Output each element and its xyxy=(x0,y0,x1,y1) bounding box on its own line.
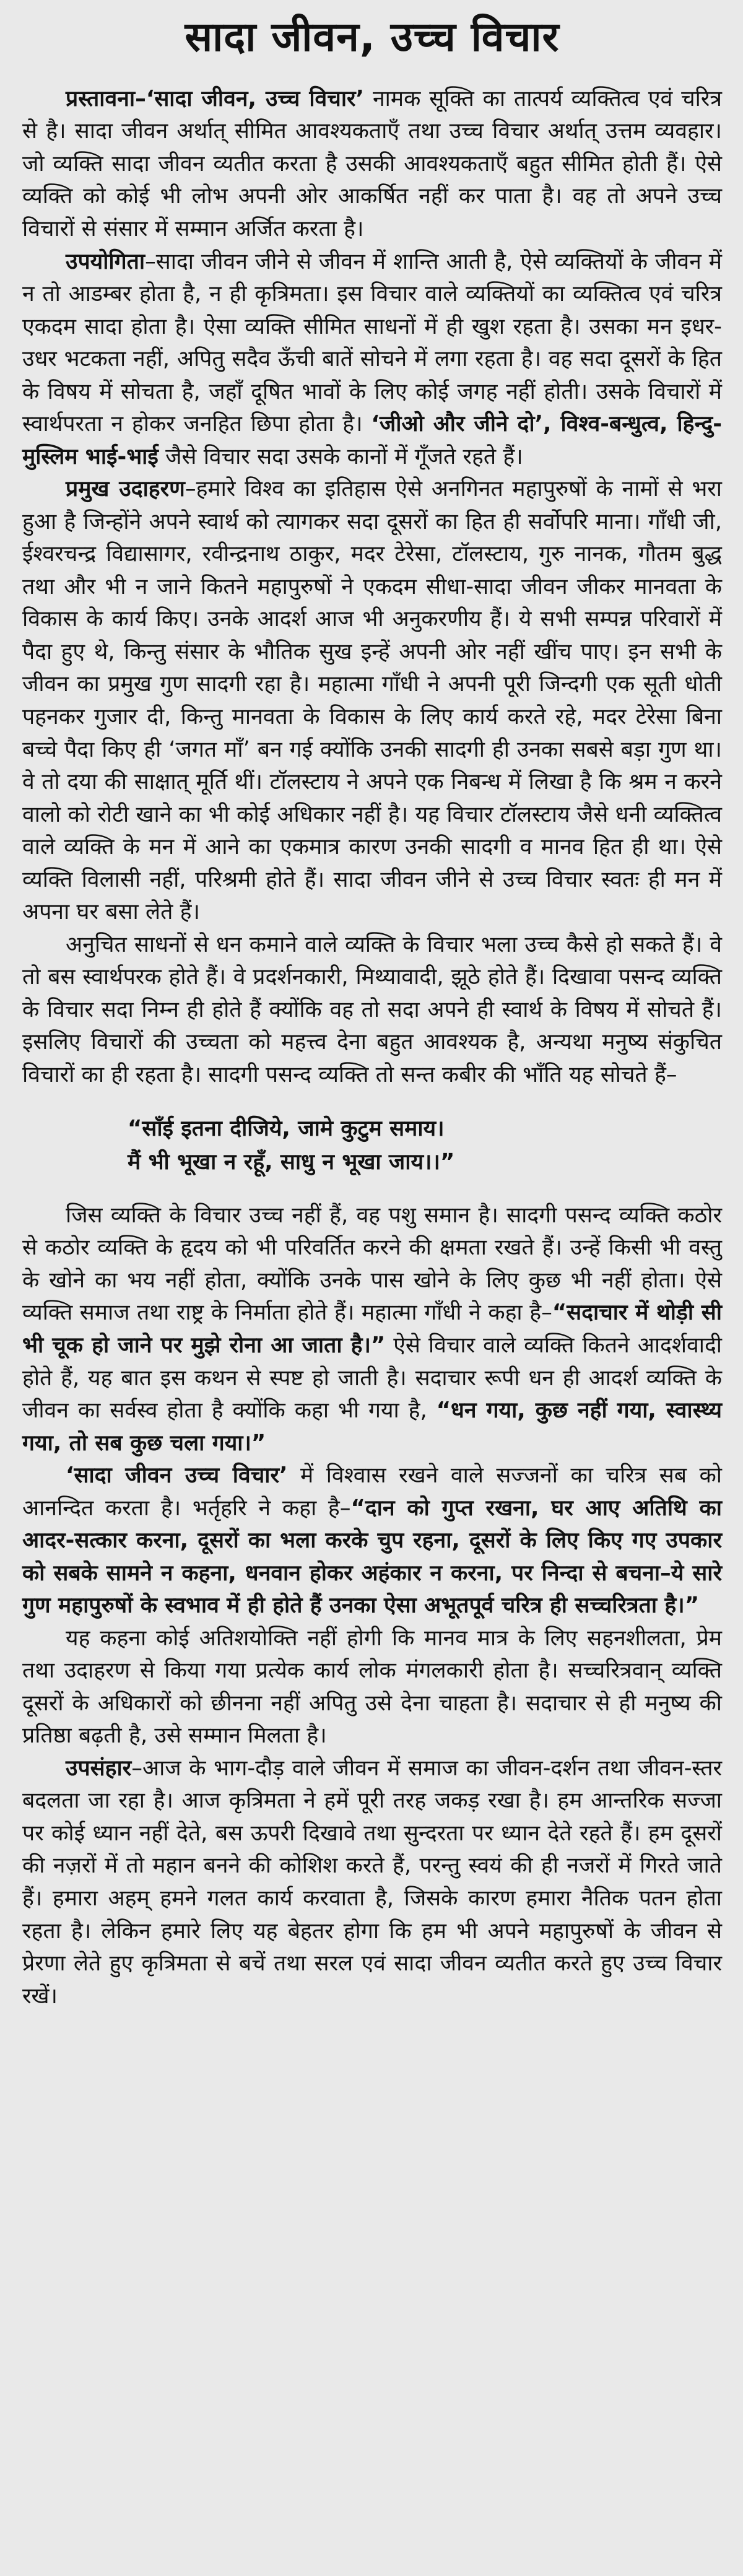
bhartrihari-quote: “दान को गुप्त रखना, घर आए अतिथि का आदर-सत्कार करना, दूसरों का भला करके चुप रहना, दूसरों के लिए किए गए उपकार को सबके सामने न कहना, धनवान होकर अहंकार न करना, पर निन्दा से बचना–ये सारे गुण महापुरुषों के स्वभाव में ही होते हैं उनका ऐसा अभूतपूर्व चरित्र ही सच्चरित्रता है।” xyxy=(22,1495,722,1619)
paragraph-high-thoughts xyxy=(22,1199,722,1460)
paragraph-utility xyxy=(22,246,722,474)
utility-text: –सादा जीवन जीने से जीवन में शान्ति आती है, ऐसे व्यक्तियों के जीवन में न तो आडम्बर होता है, न ही कृत्रिमता। इस विचार वाले व्यक्तियों का व्यक्तित्व एवं चरित्र एकदम सादा होता है। ऐसा व्यक्ति सीमित साधनों में ही खुश रहता है। उसका मन इधर-उधर भटकता नहीं, अपितु सदैव ऊँची बातें सोचने में लगा रहता है। वह सदा दूसरों के हित के विषय में सोचता है, जहाँ दूषित भावों के लिए कोई जगह नहीं होती। उसके विचारों में स्वार्थपरता न होकर जनहित छिपा होता है। xyxy=(22,248,722,437)
paragraph-improper-means: अनुचित साधनों से धन कमाने वाले व्यक्ति के विचार भला उच्च कैसे हो सकते हैं। वे तो बस स्वार्थपरक होते हैं। वे प्रदर्शनकारी, मिथ्यावादी, झूठे होते हैं। दिखावा पसन्द व्यक्ति के विचार सदा निम्न ही होते हैं क्योंकि वह तो सदा अपने ही स्वार्थ के विषय में सोचते हैं। इसलिए विचारों की उच्चता को महत्त्व देना बहुत आवश्यक है, अन्यथा मनुष्य संकुचित विचारों का ही रहता है। सादगी पसन्द व्यक्ति तो सन्त कबीर की भाँति यह सोचते हैं– xyxy=(22,931,722,1087)
paragraph-tolerance: यह कहना कोई अतिशयोक्ति नहीं होगी कि मानव मात्र के लिए सहनशीलता, प्रेम तथा उदाहरण से किया गया प्रत्येक कार्य लोक मंगलकारी होता है। सच्चरित्रवान् व्यक्ति दूसरों के अधिकारों को छीनना नहीं अपितु उसे देना चाहता है। सदाचार से ही मनुष्य की प्रतिष्ठा बढ़ती है, उसे सम्मान मिलता है। xyxy=(22,1625,722,1749)
utility-text-end: जैसे विचार सदा उसके कानों में गूँजते रहते हैं। xyxy=(158,443,523,469)
kabir-couplet xyxy=(128,1112,722,1178)
couplet-line-1: “साँई इतना दीजिये, जामे कुटुम समाय। xyxy=(128,1116,445,1142)
intro-text: नामक सूक्ति का तात्पर्य व्यक्तित्व एवं चरित्र से है। सादा जीवन अर्थात् सीमित आवश्यकताएँ तथा उच्च विचार अर्थात् उत्तम व्यवहार। जो व्यक्ति सादा जीवन व्यतीत करता है उसकी आवश्यकताएँ बहुत सीमित होती हैं। ऐसे व्यक्ति को कोई भी लोभ अपनी ओर आकर्षित नहीं कर पाता है। वह तो अपने उच्च विचारों से संसार में सम्मान अर्जित करता है। xyxy=(22,85,722,242)
examples-label: प्रमुख उदाहरण xyxy=(66,476,185,502)
essay-body xyxy=(22,83,722,2012)
intro-label: प्रस्तावना– xyxy=(66,85,146,111)
wealth-saying: “धन गया, कुछ नहीं गया, स्वास्थ्य गया, तो सब कुछ चला गया।” xyxy=(22,1398,722,1456)
conclusion-label: उपसंहार xyxy=(66,1755,132,1781)
paragraph-examples xyxy=(22,473,722,928)
high-thoughts-text: जिस व्यक्ति के विचार उच्च नहीं हैं, वह पशु समान है। सादगी पसन्द व्यक्ति कठोर से कठोर व्यक्ति के हृदय को भी परिवर्तित करने की क्षमता रखते हैं। उन्हें किसी भी वस्तु के खोने का भय नहीं होता, क्योंकि उनके पास खोने के लिए कुछ भी नहीं होता। ऐसे व्यक्ति समाज तथा राष्ट्र के निर्माता होते हैं। महात्मा गाँधी ने कहा है– xyxy=(22,1202,722,1326)
couplet-line-2: मैं भी भूखा न रहूँ, साधु न भूखा जाय।।” xyxy=(128,1149,455,1175)
paragraph-introduction xyxy=(22,83,722,246)
paragraph-character xyxy=(22,1460,722,1622)
intro-maxim: ‘सादा जीवन, उच्च विचार’ xyxy=(146,85,365,111)
character-maxim: ‘सादा जीवन उच्च विचार’ xyxy=(66,1463,288,1489)
examples-text: –हमारे विश्व का इतिहास ऐसे अनगिनत महापुरुषों के नामों से भरा हुआ है जिन्होंने अपने स्वार्थ को त्यागकर सदा दूसरों का हित ही सर्वोपरि माना। गाँधी जी, ईश्वरचन्द्र विद्यासागर, रवीन्द्रनाथ ठाकुर, मदर टेरेसा, टॉलस्टाय, गुरु नानक, गौतम बुद्ध तथा और भी न जाने कितने महापुरुषों ने एकदम सीधा-सादा जीवन जीकर मानवता के विकास के कार्य किए। उनके आदर्श आज भी अनुकरणीय हैं। ये सभी सम्पन्न परिवारों में पैदा हुए थे, किन्तु संसार के भौतिक सुख इन्हें अपनी ओर नहीं खींच पाए। इन सभी के जीवन का प्रमुख गुण सादगी रहा है। महात्मा गाँधी ने अपनी पूरी जिन्दगी एक सूती धोती पहनकर गुजार दी, किन्तु मानवता के विकास के लिए कार्य करते रहे, मदर टेरेसा बिना बच्चे पैदा किए ही ‘जगत माँ’ बन गई क्योंकि उनकी सादगी ही उनका सबसे बड़ा गुण था। वे तो दया की साक्षात् मूर्ति थीं। टॉलस्टाय ने अपने एक निबन्ध में लिखा है कि श्रम न करने वालो को रोटी खाने का भी कोई अधिकार नहीं है। यह विचार टॉलस्टाय जैसे धनी व्यक्तित्व वाले व्यक्ति के मन में आने का एकमात्र कारण उनकी सादगी व मानव हित ही था। ऐसे व्यक्ति विलासी नहीं, परिश्रमी होते हैं। सादा जीवन जीने से उच्च विचार स्वतः ही मन में अपना घर बसा लेते हैं। xyxy=(22,476,722,925)
utility-label: उपयोगिता xyxy=(66,248,146,274)
essay-title: सादा जीवन, उच्च विचार xyxy=(185,13,560,61)
character-text: में विश्वास रखने वाले सज्जनों का चरित्र सब को आनन्दित करता है। भर्तृहरि ने कहा है– xyxy=(22,1463,722,1521)
paragraph-conclusion xyxy=(22,1752,722,2012)
high-thoughts-text-2: ऐसे विचार वाले व्यक्ति कितने आदर्शवादी होते हैं, यह बात इस कथन से स्पष्ट हो जाती है। सदाचार रूपी धन ही आदर्श व्यक्ति के जीवन का सर्वस्व होता है क्योंकि कहा भी गया है, xyxy=(22,1332,722,1424)
utility-slogans: ‘जीओ और जीने दो’, विश्व-बन्धुत्व, हिन्दु-मुस्लिम भाई-भाई xyxy=(22,411,722,469)
gandhi-quote: “सदाचार में थोड़ी सी भी चूक हो जाने पर मुझे रोना आ जाता है।” xyxy=(22,1300,722,1358)
conclusion-text: –आज के भाग-दौड़ वाले जीवन में समाज का जीवन-दर्शन तथा जीवन-स्तर बदलता जा रहा है। आज कृत्रिमता ने हमें पूरी तरह जकड़ रखा है। हम आन्तरिक सज्जा पर कोई ध्यान नहीं देते, बस ऊपरी दिखावे तथा सुन्दरता पर ध्यान देते रहते हैं। हम दूसरों की नज़रों में तो महान बनने की कोशिश करते हैं, परन्तु स्वयं की ही नजरों में गिरते जाते हैं। हमारा अहम् हमने गलत कार्य करवाता है, जिसके कारण हमारा नैतिक पतन होता रहता है। लेकिन हमारे लिए यह बेहतर होगा कि हम भी अपने महापुरुषों के जीवन से प्रेरणा लेते हुए कृत्रिमता से बचें तथा सरल एवं सादा जीवन व्यतीत करते हुए उच्च विचार रखें। xyxy=(22,1755,722,2009)
